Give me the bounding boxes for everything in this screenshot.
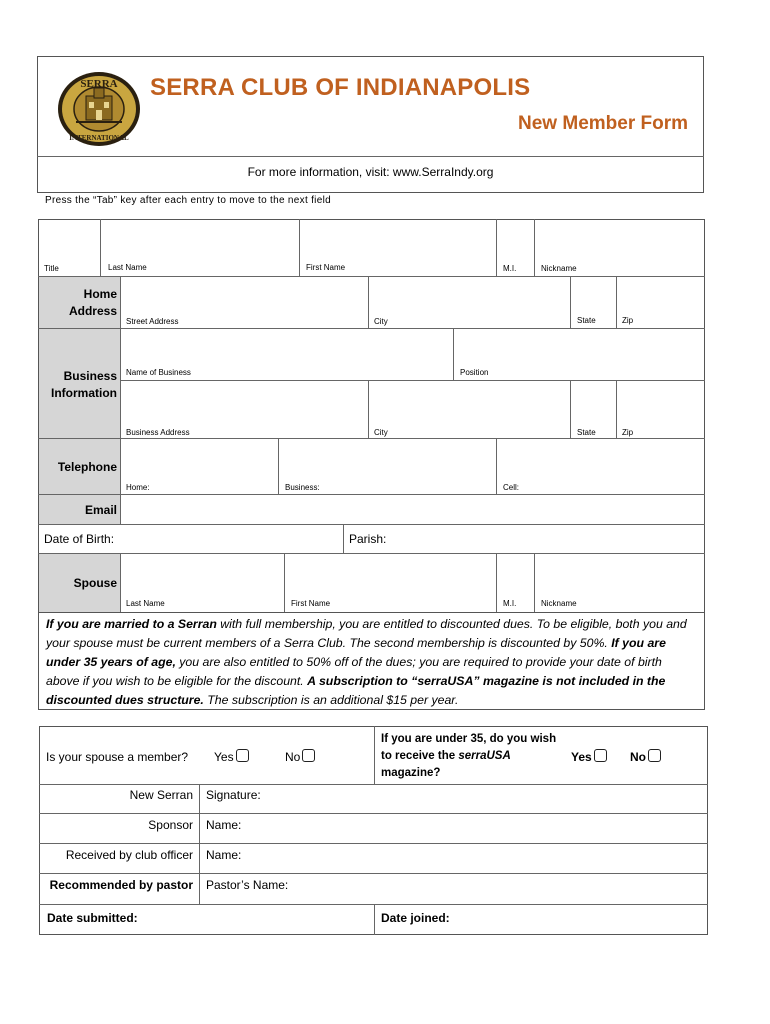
spouse-mi-label: M.I.: [503, 599, 517, 608]
business-state-input[interactable]: [574, 400, 612, 420]
mi-label: M.I.: [503, 264, 517, 273]
under35-question: If you are under 35, do you wish to receive the serraUSA magazine?: [381, 733, 557, 779]
received-name-label: Name:: [206, 848, 242, 862]
under35-no-checkbox[interactable]: [648, 749, 661, 762]
cell-phone-input[interactable]: [500, 455, 700, 475]
telephone-label: Telephone: [57, 460, 117, 474]
spouse-member-yes[interactable]: Yes: [214, 749, 249, 764]
home-zip-label: Zip: [622, 316, 634, 325]
spouse-member-no[interactable]: No: [285, 749, 315, 764]
spouse-nickname-label: Nickname: [541, 599, 577, 608]
spouse-label: Spouse: [73, 576, 117, 590]
business-phone-input[interactable]: [282, 455, 492, 475]
spouse-last-name-label: Last Name: [126, 599, 165, 608]
spouse-first-name-input[interactable]: [288, 570, 492, 590]
date-submitted-label: Date submitted:: [47, 911, 138, 925]
email-input[interactable]: [124, 499, 700, 519]
business-zip-label: Zip: [622, 428, 634, 437]
form-subtitle: New Member Form: [518, 113, 688, 134]
spouse-no-checkbox[interactable]: [302, 749, 315, 762]
spouse-nickname-input[interactable]: [538, 570, 700, 590]
last-name-label: Last Name: [108, 263, 147, 272]
position-label: Position: [460, 368, 489, 377]
home-city-input[interactable]: [372, 290, 566, 310]
date-joined-label: Date joined:: [381, 911, 450, 925]
sponsor-name-label: Name:: [206, 818, 242, 832]
first-name-label: First Name: [306, 263, 346, 272]
parish-input[interactable]: [392, 529, 700, 549]
home-state-label: State: [577, 316, 596, 325]
serra-logo: [56, 70, 142, 148]
date-joined-input[interactable]: [460, 909, 700, 929]
business-city-input[interactable]: [372, 400, 566, 420]
home-state-input[interactable]: [574, 290, 612, 310]
spouse-mi-input[interactable]: [500, 570, 530, 590]
business-address-input[interactable]: [124, 400, 364, 420]
date-submitted-input[interactable]: [150, 909, 370, 929]
spouse-first-name-label: First Name: [291, 599, 331, 608]
cell-phone-label: Cell:: [503, 483, 520, 492]
under35-no[interactable]: No: [630, 749, 661, 764]
received-label: Received by club officer: [65, 848, 193, 862]
sponsor-label: Sponsor: [148, 818, 193, 832]
email-label: Email: [84, 503, 117, 517]
business-name-label: Name of Business: [126, 368, 191, 377]
first-name-input[interactable]: [303, 230, 493, 250]
business-city-label: City: [374, 428, 388, 437]
received-name-input[interactable]: [250, 846, 700, 866]
title-label: Title: [44, 264, 59, 273]
pastor-name-input[interactable]: [300, 876, 700, 896]
home-address-label: Home Address: [68, 287, 117, 318]
sponsor-name-input[interactable]: [250, 816, 700, 836]
title-input[interactable]: [42, 230, 97, 250]
svg-text:INTERNATIONAL: INTERNATIONAL: [69, 134, 129, 142]
page-title: SERRA CLUB OF INDIANAPOLIS: [150, 74, 531, 101]
home-phone-label: Home:: [126, 483, 150, 492]
spouse-last-name-input[interactable]: [124, 570, 280, 590]
nickname-input[interactable]: [538, 230, 698, 250]
spouse-yes-checkbox[interactable]: [236, 749, 249, 762]
under35-yes-checkbox[interactable]: [594, 749, 607, 762]
mi-input[interactable]: [500, 230, 530, 250]
signature-input[interactable]: [270, 786, 700, 806]
business-label: Business Information: [51, 369, 117, 400]
nickname-label: Nickname: [541, 264, 577, 273]
street-address-input[interactable]: [124, 290, 364, 310]
recommended-label: Recommended by pastor: [49, 878, 193, 892]
business-state-label: State: [577, 428, 596, 437]
dob-input[interactable]: [125, 529, 340, 549]
signature-label: Signature:: [206, 788, 261, 802]
business-name-input[interactable]: [124, 340, 449, 360]
svg-text:SERRA: SERRA: [80, 78, 118, 90]
business-zip-input[interactable]: [620, 400, 700, 420]
tab-instruction: Press the “Tab” key after each entry to move to the next field: [45, 195, 331, 206]
under35-yes[interactable]: Yes: [571, 749, 607, 764]
home-zip-input[interactable]: [620, 290, 700, 310]
info-text: For more information, visit: www.SerraIndy.org: [247, 165, 494, 179]
home-city-label: City: [374, 317, 388, 326]
new-serran-label: New Serran: [129, 788, 193, 802]
business-phone-label: Business:: [285, 483, 320, 492]
business-address-label: Business Address: [126, 428, 190, 437]
position-input[interactable]: [457, 340, 700, 360]
spouse-member-question: Is your spouse a member?: [46, 750, 189, 764]
last-name-input[interactable]: [104, 230, 294, 250]
home-phone-input[interactable]: [124, 455, 274, 475]
dob-label: Date of Birth:: [44, 532, 115, 546]
parish-label: Parish:: [349, 532, 387, 546]
discount-notice: If you are married to a Serran with full membership, you are entitled to discounted dues. To be eligible, both you and your spouse must be current members of a Serra Club. The second membership is discounted by 50%. If you are under 35 years of age, you are also entitled to 50% off of the dues; you are required to provide your date of birth above if you wish to be eligible for the discount. A subscription to “serraUSA” magazine is not included in the discounted dues structure. The subscription is an additional $15 per year.: [38, 613, 705, 710]
pastor-name-label: Pastor’s Name:: [206, 878, 289, 892]
street-address-label: Street Address: [126, 317, 179, 326]
